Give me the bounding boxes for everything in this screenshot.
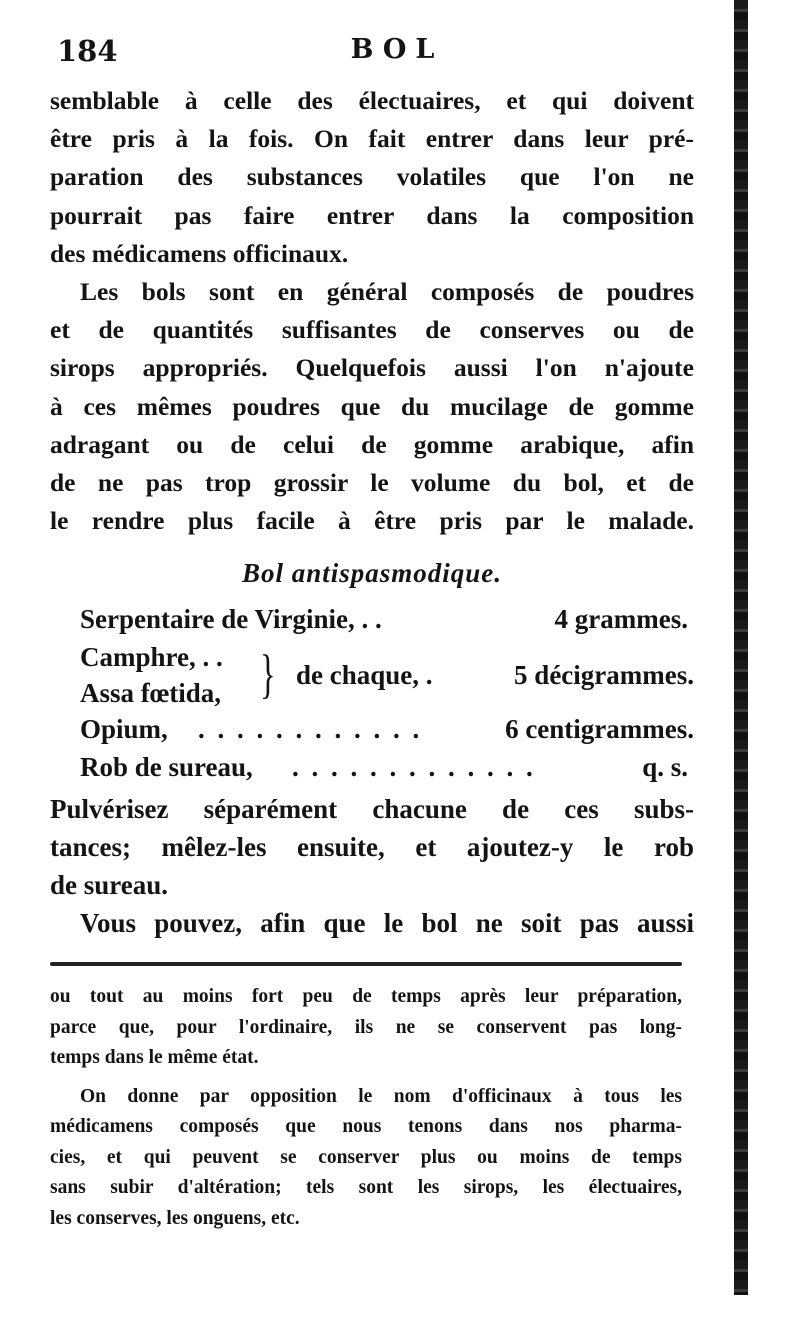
recipe-row-group [80,638,694,710]
running-title: BOL [350,34,444,65]
text-line: de ne pas trop grossir le volume du bol, et de [50,468,694,498]
ingredient-qty: 5 décigrammes. [514,660,694,690]
main-text [50,82,694,540]
each-label: de chaque, . [296,660,433,690]
text-line: pourrait pas faire entrer dans la composition [50,200,694,230]
text-line: Les bols sont en général composés de poudres [80,277,694,307]
text-line: sirops appropriés. Quelquefois aussi l'on n'ajoute [50,353,694,383]
footnote-line: On donne par opposition le nom d'officinaux à tous les [80,1085,682,1107]
ingredient-name: Opium, [80,714,168,744]
recipe-row [80,600,694,638]
text-line: à ces mêmes poudres que du mucilage de gomme [50,391,694,421]
leader-dots: . . . . . . . . . . . . [198,714,423,744]
text-line: Vous pouvez, afin que le bol ne soit pas aussi [80,908,694,938]
footnote-line: temps dans le même état. [50,1047,259,1068]
leader-dots: . . . . . . . . . . . . . [292,752,536,782]
text-line: adragant ou de celui de gomme arabique, afin [50,429,694,459]
footnote-line: ou tout au moins fort peu de temps après leur préparation, [50,986,682,1007]
footnote-line: les conserves, les onguens, etc. [50,1207,300,1229]
text-line: semblable à celle des électuaires, et qui doivent [50,86,694,115]
text-line: des médicamens officinaux. [50,238,349,268]
footnote-line: parce que, pour l'ordinaire, ils ne se conservent pas long- [50,1016,682,1038]
footnote-rule [50,962,682,966]
page-header [57,30,697,74]
footnote-line: cies, et qui peuvent se conserver plus ou moins de temps [50,1146,682,1168]
ingredient-name: Assa fœtida, [80,678,222,708]
footnote-line: médicamens composés que nous tenons dans nos pharma- [50,1116,682,1137]
ingredient-qty: 4 grammes. [554,604,688,634]
text-line: Pulvérisez séparément chacune de ces subs- [50,794,694,824]
ingredient-name: Camphre, . . [80,642,223,672]
text-line: le rendre plus facile à être pris par le malade. [50,506,694,536]
instructions [50,790,694,942]
ingredient-name: Serpentaire de Virginie, . . [80,604,382,634]
ingredient-qty: q. s. [642,752,688,782]
footnote-line: sans subir d'altération; tels sont les sirops, les électuaires, [50,1177,682,1198]
binding-edge [734,0,748,1295]
text-line: et de quantités suffisantes de conserves ou de [50,315,694,345]
recipe-title: Bol antispasmodique. [241,558,503,588]
recipe-row [80,710,694,748]
brace: } [260,644,276,704]
text-line: paration des substances volatiles que l'on ne [50,162,694,192]
text-line: tances; mêlez-les ensuite, et ajoutez-y le rob [50,832,694,862]
footnotes [50,982,682,1234]
recipe-table [80,600,694,786]
ingredient-name: Rob de sureau, [80,752,253,782]
text-line: de sureau. [50,870,169,900]
recipe-row [80,748,694,786]
text-line: être pris à la fois. On fait entrer dans leur pré- [50,124,694,154]
page-number: 184 [57,34,118,68]
ingredient-qty: 6 centigrammes. [505,714,694,744]
